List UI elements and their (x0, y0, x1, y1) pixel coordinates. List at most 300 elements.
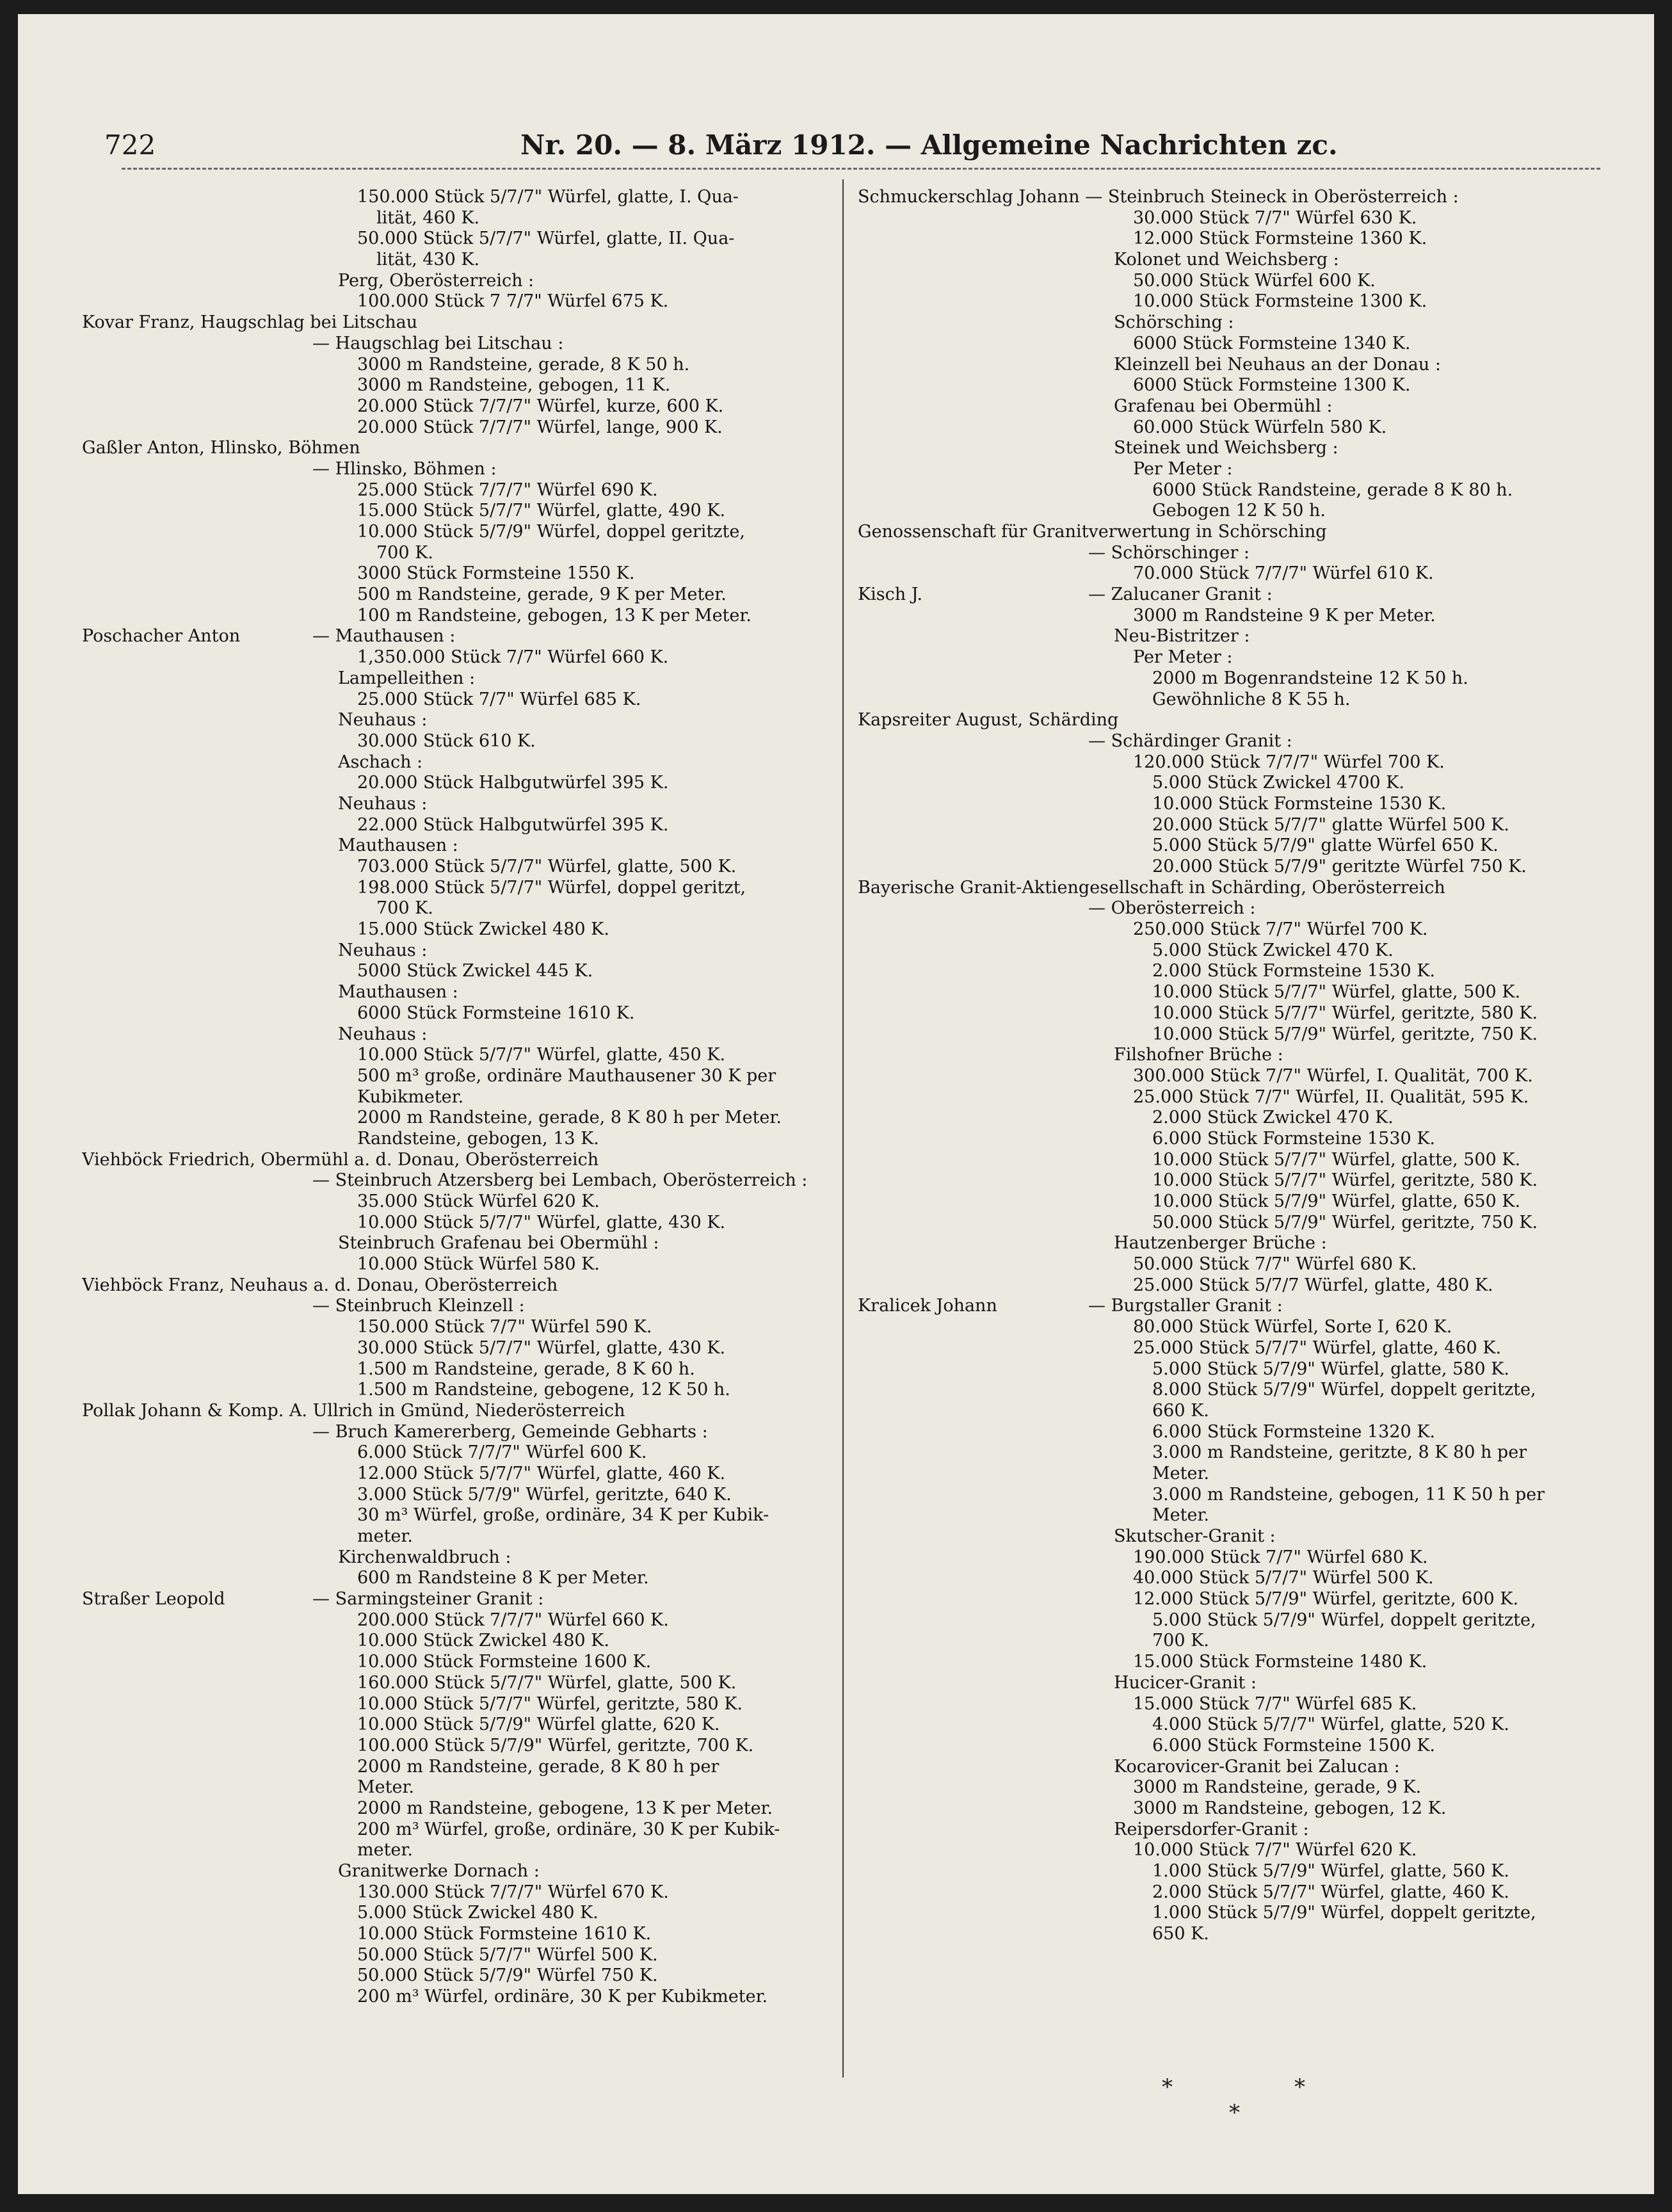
text-line (82, 1401, 836, 1422)
text-line (858, 1170, 1626, 1191)
sub-location: Schörsching : (1114, 312, 1234, 333)
price-entry: 5.000 Stück 5/7/9" Würfel, glatte, 580 K. (1152, 1359, 1509, 1379)
text-line (858, 647, 1626, 668)
text-line (82, 668, 836, 690)
price-entry: 10.000 Stück 5/7/7" Würfel, glatte, 500 K. (1152, 1149, 1521, 1170)
price-entry: 50.000 Stück 7/7" Würfel 680 K. (1133, 1254, 1417, 1275)
sub-location: Neu-Bistritzer : (1114, 626, 1250, 647)
price-entry: 190.000 Stück 7/7" Würfel 680 K. (1133, 1547, 1428, 1567)
text-line (858, 271, 1626, 292)
price-entry: 70.000 Stück 7/7/7" Würfel 610 K. (1133, 563, 1434, 584)
price-entry: 15.000 Stück Zwickel 480 K. (357, 919, 609, 940)
text-line (82, 1526, 836, 1547)
text-line (858, 1422, 1626, 1443)
price-entry: 50.000 Stück Würfel 600 K. (1133, 270, 1376, 291)
price-entry: 5000 Stück Zwickel 445 K. (357, 961, 593, 981)
price-entry: 120.000 Stück 7/7/7" Würfel 700 K. (1133, 752, 1445, 772)
quarry-location: — Bruch Kamererberg, Gemeinde Gebharts : (312, 1421, 708, 1442)
text-line (858, 1317, 1626, 1338)
company-name: Straßer Leopold (82, 1589, 225, 1610)
price-entry: 600 m Randsteine 8 K per Meter. (357, 1568, 649, 1588)
price-entry: Gewöhnliche 8 K 55 h. (1152, 689, 1351, 709)
price-entry: 15.000 Stück 5/7/7" Würfel, glatte, 490 K. (357, 501, 726, 521)
text-line (858, 941, 1626, 962)
quarry-location: — Zalucaner Granit : (1088, 585, 1273, 605)
text-line (82, 522, 836, 543)
text-line (858, 585, 1626, 606)
text-line (858, 563, 1626, 585)
price-entry: 30.000 Stück 7/7" Würfel 630 K. (1133, 207, 1417, 228)
text-line (82, 1150, 836, 1171)
text-line (858, 1003, 1626, 1024)
text-line (82, 878, 836, 899)
price-entry: 3000 m Randsteine, gerade, 8 K 50 h. (357, 354, 690, 375)
text-line (82, 250, 836, 271)
price-entry: Randsteine, gebogen, 13 K. (357, 1128, 599, 1149)
price-entry: Meter. (1152, 1463, 1209, 1483)
price-entry: 10.000 Stück 5/7/9" Würfel, doppel geritzte, (357, 522, 745, 542)
price-entry: 150.000 Stück 7/7" Würfel 590 K. (357, 1317, 652, 1337)
text-line (858, 187, 1626, 208)
text-line (858, 626, 1626, 647)
text-line (82, 1505, 836, 1526)
price-entry: 25.000 Stück 7/7/7" Würfel 690 K. (357, 480, 658, 500)
text-line (858, 543, 1626, 564)
price-entry: 12.000 Stück Formsteine 1360 K. (1133, 229, 1427, 249)
price-entry: 700 K. (376, 898, 433, 919)
text-line (858, 1568, 1626, 1589)
sub-location: Mauthausen : (338, 836, 458, 856)
price-entry: 650 K. (1152, 1924, 1209, 1944)
text-line (858, 250, 1626, 271)
text-line (858, 396, 1626, 417)
price-entry: 3000 Stück Formsteine 1550 K. (357, 563, 635, 584)
text-line (82, 438, 836, 459)
text-line (82, 1213, 836, 1234)
price-entry: Kubikmeter. (357, 1086, 464, 1107)
price-entry: 12.000 Stück 5/7/9" Würfel, geritzte, 600 K. (1133, 1589, 1519, 1610)
price-entry: 2000 m Randsteine, gerade, 8 K 80 h per (357, 1756, 719, 1777)
quarry-location: — Steinbruch Atzersberg bei Lembach, Oberösterreich : (312, 1170, 808, 1191)
text-line (82, 1442, 836, 1464)
sub-location: Skutscher-Granit : (1114, 1526, 1276, 1546)
text-line (858, 1631, 1626, 1652)
price-entry: 12.000 Stück 5/7/7" Würfel, glatte, 460 K. (357, 1463, 726, 1483)
price-entry: 25.000 Stück 7/7" Würfel, II. Qualität, 595 K. (1133, 1086, 1529, 1107)
text-line (82, 291, 836, 312)
text-line (858, 1045, 1626, 1066)
price-entry: meter. (357, 1526, 413, 1546)
text-line (858, 919, 1626, 941)
quarry-location: — Schörschinger : (1088, 542, 1250, 563)
text-line (82, 794, 836, 815)
text-line (82, 480, 836, 501)
price-entry: meter. (357, 1840, 413, 1861)
price-entry: 10.000 Stück 5/7/7" Würfel, glatte, 450 K. (357, 1045, 726, 1065)
text-line (858, 501, 1626, 522)
sub-location: Hautzenberger Brüche : (1114, 1233, 1327, 1254)
price-entry: 500 m Randsteine, gerade, 9 K per Meter. (357, 585, 727, 605)
price-entry: 4.000 Stück 5/7/7" Würfel, glatte, 520 K. (1152, 1715, 1509, 1735)
text-line (858, 355, 1626, 376)
price-entry: 25.000 Stück 5/7/7 Würfel, glatte, 480 K. (1133, 1275, 1493, 1295)
text-line (82, 1108, 836, 1129)
sub-location: Kirchenwaldbruch : (338, 1547, 511, 1567)
company-name: Kisch J. (858, 585, 923, 605)
price-entry: 6000 Stück Formsteine 1300 K. (1133, 375, 1411, 396)
price-entry: 10.000 Stück Zwickel 480 K. (357, 1631, 609, 1651)
text-line (82, 919, 836, 941)
text-line (858, 1610, 1626, 1631)
text-line (858, 1547, 1626, 1569)
text-line (82, 1777, 836, 1798)
text-line (82, 857, 836, 878)
text-line (858, 1108, 1626, 1129)
text-line (82, 1715, 836, 1736)
sub-location: Neuhaus : (338, 710, 428, 731)
text-line (858, 438, 1626, 459)
sub-location: Reipersdorfer-Granit : (1114, 1819, 1309, 1839)
text-line (858, 710, 1626, 731)
text-line (82, 626, 836, 647)
text-line (82, 1568, 836, 1589)
text-line (82, 1233, 836, 1254)
price-entry: 100.000 Stück 5/7/9" Würfel, geritzte, 700 K. (357, 1735, 754, 1756)
text-line (82, 836, 836, 857)
text-line (858, 1589, 1626, 1610)
text-line (858, 1213, 1626, 1234)
text-line (82, 1359, 836, 1380)
sub-location: Kolonet und Weichsberg : (1114, 250, 1339, 270)
text-line (858, 1485, 1626, 1506)
price-entry: 3.000 m Randsteine, gebogen, 11 K 50 h per (1152, 1484, 1545, 1505)
text-line (858, 961, 1626, 982)
price-entry: 80.000 Stück Würfel, Sorte I, 620 K. (1133, 1317, 1452, 1337)
price-entry: 100 m Randsteine, gebogen, 13 K per Meter. (357, 605, 752, 626)
star-mark: * (1229, 2100, 1240, 2126)
price-entry: 200 m³ Würfel, ordinäre, 30 K per Kubikmeter. (357, 1987, 768, 2007)
text-line (82, 1129, 836, 1150)
price-entry: 10.000 Stück 7/7" Würfel 620 K. (1133, 1840, 1417, 1861)
price-entry: 10.000 Stück Würfel 580 K. (357, 1254, 600, 1275)
text-line (82, 1673, 836, 1694)
price-entry: lität, 430 K. (376, 250, 480, 270)
price-entry: 6000 Stück Formsteine 1610 K. (357, 1003, 635, 1023)
text-line (858, 1066, 1626, 1087)
text-line (858, 1903, 1626, 1924)
text-line (82, 563, 836, 585)
price-entry: 100.000 Stück 7 7/7" Würfel 675 K. (357, 291, 669, 312)
text-line (82, 752, 836, 773)
text-line (82, 396, 836, 417)
text-line (858, 1442, 1626, 1464)
text-line (82, 1945, 836, 1966)
price-entry: 700 K. (376, 542, 433, 563)
text-line (858, 1861, 1626, 1882)
text-line (858, 1338, 1626, 1359)
right-column (858, 187, 1626, 1945)
text-line (82, 375, 836, 396)
text-line (858, 312, 1626, 334)
text-line (858, 815, 1626, 836)
text-line (858, 836, 1626, 857)
column-divider (842, 179, 844, 2078)
price-entry: 150.000 Stück 5/7/7" Würfel, glatte, I. Qua- (357, 187, 739, 207)
text-line (82, 1652, 836, 1673)
header-rule (122, 168, 1600, 170)
text-line (82, 1317, 836, 1338)
price-entry: Gebogen 12 K 50 h. (1152, 501, 1326, 521)
price-entry: 160.000 Stück 5/7/7" Würfel, glatte, 500 K. (357, 1672, 737, 1693)
price-entry: 50.000 Stück 5/7/7" Würfel 500 K. (357, 1944, 658, 1965)
price-entry: 10.000 Stück 5/7/7" Würfel, geritzte, 580 K. (1152, 1003, 1538, 1023)
price-entry: 50.000 Stück 5/7/7" Würfel, glatte, II. Qua- (357, 229, 735, 249)
price-entry: 10.000 Stück Formsteine 1530 K. (1152, 793, 1447, 814)
text-line (858, 1129, 1626, 1150)
text-line (82, 710, 836, 731)
price-entry: 2.000 Stück 5/7/7" Würfel, glatte, 460 K. (1152, 1882, 1509, 1902)
price-entry: Meter. (1152, 1505, 1209, 1526)
price-entry: 5.000 Stück 5/7/9" glatte Würfel 650 K. (1152, 836, 1499, 856)
text-line (858, 1191, 1626, 1213)
text-line (858, 229, 1626, 250)
price-entry: 1.000 Stück 5/7/9" Würfel, glatte, 560 K. (1152, 1861, 1509, 1881)
price-entry: 10.000 Stück Formsteine 1300 K. (1133, 291, 1427, 312)
text-line (82, 1987, 836, 2008)
text-line (858, 668, 1626, 690)
section-end-stars (1133, 2074, 1325, 2132)
text-line (82, 1882, 836, 1903)
sub-location: Hucicer-Granit : (1114, 1672, 1257, 1693)
text-line (82, 1275, 836, 1296)
text-line (82, 1003, 836, 1024)
price-entry: 15.000 Stück 7/7" Würfel 685 K. (1133, 1693, 1417, 1714)
text-line (858, 1505, 1626, 1526)
text-line (82, 1422, 836, 1443)
text-line (858, 857, 1626, 878)
price-entry: 1,350.000 Stück 7/7" Würfel 660 K. (357, 647, 669, 668)
text-line (82, 773, 836, 794)
text-line (82, 312, 836, 334)
text-line (858, 1798, 1626, 1820)
text-line (858, 375, 1626, 396)
company-name: Gaßler Anton, Hlinsko, Böhmen (82, 438, 360, 458)
text-line (858, 1254, 1626, 1275)
sub-location: Perg, Oberösterreich : (338, 270, 535, 291)
company-name: Poschacher Anton (82, 626, 241, 647)
text-line (858, 1464, 1626, 1485)
price-entry: 1.500 m Randsteine, gerade, 8 K 60 h. (357, 1359, 695, 1379)
text-line (858, 1882, 1626, 1903)
company-name: Viehböck Franz, Neuhaus a. d. Donau, Oberösterreich (82, 1275, 558, 1295)
text-line (858, 417, 1626, 439)
text-line (82, 1066, 836, 1087)
text-line (858, 1401, 1626, 1422)
price-entry: 130.000 Stück 7/7/7" Würfel 670 K. (357, 1882, 669, 1902)
text-line (82, 690, 836, 711)
text-line (82, 1631, 836, 1652)
text-line (82, 982, 836, 1003)
sub-location: Grafenau bei Obermühl : (1114, 396, 1333, 416)
text-line (858, 690, 1626, 711)
text-line (82, 585, 836, 606)
price-entry: 6.000 Stück 7/7/7" Würfel 600 K. (357, 1442, 647, 1463)
price-entry: 5.000 Stück Zwickel 470 K. (1152, 940, 1394, 960)
price-entry: 50.000 Stück 5/7/9" Würfel, geritzte, 750 K. (1152, 1212, 1538, 1232)
text-line (82, 1024, 836, 1045)
text-line (82, 898, 836, 919)
price-entry: 50.000 Stück 5/7/9" Würfel 750 K. (357, 1966, 658, 1986)
price-entry: 10.000 Stück 5/7/7" Würfel, glatte, 430 K. (357, 1212, 726, 1232)
star-mark: * (1294, 2074, 1305, 2100)
text-line (82, 1589, 836, 1610)
text-line (82, 1464, 836, 1485)
text-line (858, 1526, 1626, 1547)
text-line (82, 1380, 836, 1401)
company-name: Kralicek Johann (858, 1296, 997, 1316)
text-line (858, 1233, 1626, 1254)
text-line (82, 1798, 836, 1820)
text-line (858, 794, 1626, 815)
price-entry: 660 K. (1152, 1400, 1209, 1421)
text-line (82, 1820, 836, 1841)
price-entry: 6000 Stück Randsteine, gerade 8 K 80 h. (1152, 480, 1513, 500)
text-line (82, 229, 836, 250)
text-line (858, 1673, 1626, 1694)
text-line (858, 1296, 1626, 1317)
text-line (858, 1736, 1626, 1757)
price-entry: 35.000 Stück Würfel 620 K. (357, 1191, 600, 1211)
text-line (858, 1150, 1626, 1171)
text-line (82, 1694, 836, 1715)
text-line (82, 1485, 836, 1506)
text-line (858, 773, 1626, 794)
text-line (82, 271, 836, 292)
sub-location: Mauthausen : (338, 982, 458, 1003)
quarry-location: — Sarmingsteiner Granit : (312, 1589, 544, 1610)
text-line (82, 1610, 836, 1631)
company-name: Bayerische Granit-Aktiengesellschaft in Schärding, Oberösterreich (858, 877, 1445, 898)
price-entry: 20.000 Stück 5/7/9" geritzte Würfel 750 K. (1152, 857, 1527, 876)
text-line (858, 208, 1626, 229)
text-line (858, 480, 1626, 501)
text-line (858, 1087, 1626, 1108)
price-entry: 5.000 Stück 5/7/9" Würfel, doppelt geritzte, (1152, 1610, 1536, 1630)
price-entry: 15.000 Stück Formsteine 1480 K. (1133, 1652, 1427, 1672)
sub-location: Kleinzell bei Neuhaus an der Donau : (1114, 354, 1441, 375)
price-entry: 500 m³ große, ordinäre Mauthausener 30 K per (357, 1065, 776, 1086)
text-line (858, 1024, 1626, 1045)
text-line (858, 334, 1626, 355)
text-line (858, 1715, 1626, 1736)
quarry-location: — Burgstaller Granit : (1088, 1296, 1283, 1316)
sub-location: Filshofner Brüche : (1114, 1045, 1283, 1065)
text-line (858, 1359, 1626, 1380)
quarry-location: — Haugschlag bei Litschau : (312, 333, 564, 353)
text-line (82, 501, 836, 522)
price-entry: 3000 m Randsteine, gebogen, 11 K. (357, 375, 671, 396)
text-line (82, 543, 836, 564)
price-entry: 198.000 Stück 5/7/7" Würfel, doppel geritzt, (357, 877, 746, 898)
price-entry: 30.000 Stück 610 K. (357, 731, 536, 751)
price-entry: 2.000 Stück Formsteine 1530 K. (1152, 961, 1436, 981)
text-line (82, 1736, 836, 1757)
price-entry: 22.000 Stück Halbgutwürfel 395 K. (357, 814, 669, 835)
price-entry: 2000 m Bogenrandsteine 12 K 50 h. (1152, 668, 1468, 688)
text-line (858, 898, 1626, 919)
price-entry: 700 K. (1152, 1631, 1209, 1651)
price-entry: 40.000 Stück 5/7/7" Würfel 500 K. (1133, 1568, 1434, 1588)
sub-location: Neuhaus : (338, 793, 428, 814)
price-entry: 30.000 Stück 5/7/7" Würfel, glatte, 430 K. (357, 1337, 726, 1358)
text-line (858, 878, 1626, 899)
price-entry: 5.000 Stück Zwickel 4700 K. (1152, 773, 1404, 793)
text-line (82, 731, 836, 752)
sub-location: Aschach : (338, 752, 423, 772)
price-entry: 6000 Stück Formsteine 1340 K. (1133, 333, 1411, 353)
price-entry: 60.000 Stück Würfeln 580 K. (1133, 417, 1387, 437)
text-line (82, 1087, 836, 1108)
text-line (858, 1840, 1626, 1861)
company-name: Kovar Franz, Haugschlag bei Litschau (82, 312, 418, 333)
star-mark: * (1162, 2074, 1173, 2100)
price-entry: 2000 m Randsteine, gebogene, 13 K per Meter. (357, 1798, 773, 1818)
quarry-location: — Schärdinger Granit : (1088, 731, 1292, 751)
text-line (82, 941, 836, 962)
price-entry: 30 m³ Würfel, große, ordinäre, 34 K per Kubik- (357, 1505, 769, 1526)
sub-location: Granitwerke Dornach : (338, 1861, 540, 1881)
price-entry: 10.000 Stück 5/7/7" Würfel, geritzte, 580 K. (1152, 1170, 1538, 1191)
left-column (82, 187, 836, 2008)
text-line (82, 1045, 836, 1066)
sub-location: Steinek und Weichsberg : (1114, 438, 1338, 458)
price-entry: lität, 460 K. (376, 207, 480, 228)
price-entry: 8.000 Stück 5/7/9" Würfel, doppelt geritzte, (1152, 1380, 1536, 1400)
price-entry: 200 m³ Würfel, große, ordinäre, 30 K per Kubik- (357, 1819, 780, 1839)
company-name: Pollak Johann & Komp. A. Ullrich in Gmünd, Niederösterreich (82, 1400, 625, 1421)
text-line (82, 1966, 836, 1987)
price-entry: 6.000 Stück Formsteine 1320 K. (1152, 1421, 1436, 1442)
price-entry: 10.000 Stück Formsteine 1610 K. (357, 1924, 652, 1944)
company-name: Genossenschaft für Granitverwertung in Schörsching (858, 522, 1327, 542)
text-line (82, 334, 836, 355)
price-entry: 1.500 m Randsteine, gebogene, 12 K 50 h. (357, 1380, 730, 1400)
price-entry: 10.000 Stück 5/7/9" Würfel glatte, 620 K. (357, 1715, 720, 1735)
text-line (82, 1924, 836, 1945)
text-line (858, 1380, 1626, 1401)
text-line (82, 417, 836, 439)
text-line (858, 1694, 1626, 1715)
quarry-location: — Steinbruch Kleinzell : (312, 1296, 525, 1316)
text-line (82, 1861, 836, 1882)
price-entry: 3000 m Randsteine 9 K per Meter. (1133, 605, 1436, 626)
price-entry: 10.000 Stück 5/7/9" Würfel, glatte, 650 K. (1152, 1191, 1521, 1211)
price-entry: 10.000 Stück 5/7/7" Würfel, glatte, 500 K. (1152, 982, 1521, 1003)
text-line (82, 606, 836, 627)
price-entry: Per Meter : (1133, 458, 1233, 479)
price-entry: 20.000 Stück Halbgutwürfel 395 K. (357, 773, 669, 793)
text-line (82, 815, 836, 836)
text-line (82, 187, 836, 208)
price-entry: 3000 m Randsteine, gerade, 9 K. (1133, 1777, 1422, 1798)
quarry-location: — Oberösterreich : (1088, 898, 1256, 919)
sub-location: Kocarovicer-Granit bei Zalucan : (1114, 1756, 1400, 1777)
sub-location: Neuhaus : (338, 1024, 428, 1044)
text-line (858, 1924, 1626, 1945)
price-entry: 2000 m Randsteine, gerade, 8 K 80 h per Meter. (357, 1108, 782, 1128)
sub-location: Neuhaus : (338, 940, 428, 960)
text-line (858, 459, 1626, 480)
